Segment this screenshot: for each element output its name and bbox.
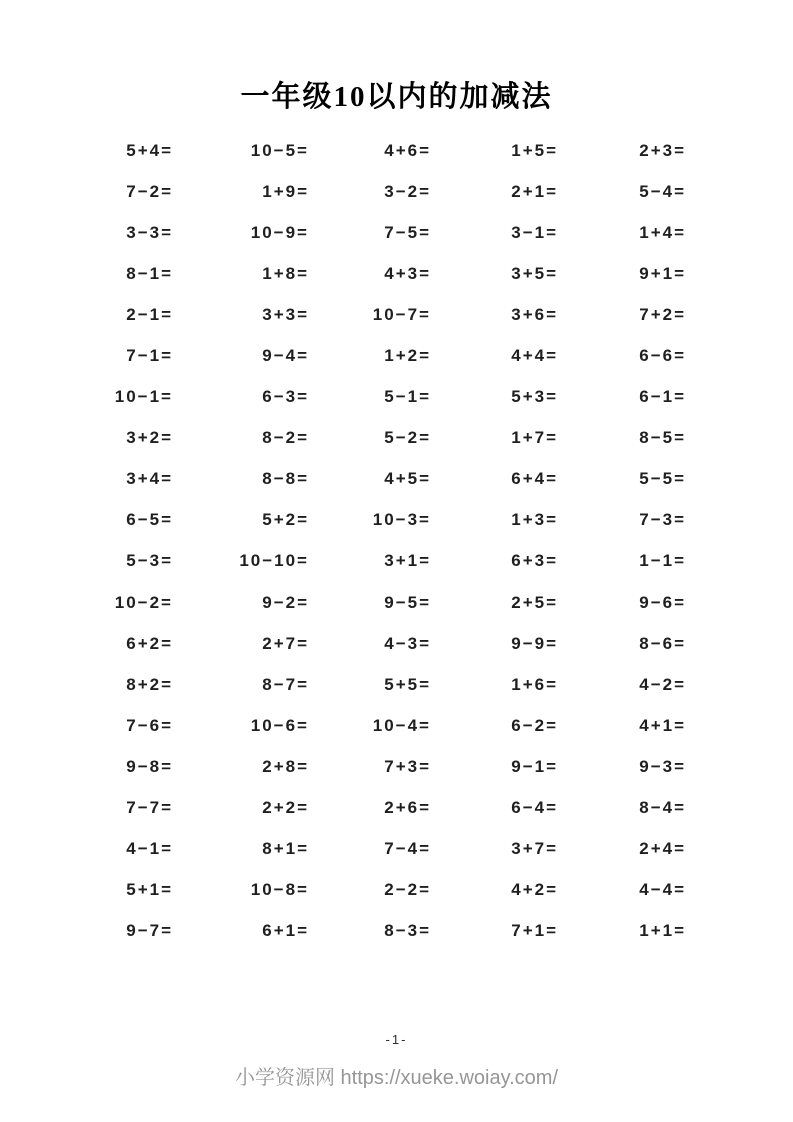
math-problem: 9−3= [639,756,686,776]
page-number: -1- [385,1032,408,1047]
math-problem: 1+9= [262,181,309,201]
math-problem: 5+3= [511,387,558,407]
math-problem: 2+3= [639,140,686,160]
math-problem: 7+1= [511,921,558,941]
math-problem: 8−7= [262,674,309,694]
math-problem: 2+2= [262,798,309,818]
math-problem: 10−2= [114,592,173,612]
math-problem: 7−6= [126,715,173,735]
math-problem: 4+4= [511,346,558,366]
math-problem: 8+1= [262,839,309,859]
math-problem: 10−9= [250,222,309,242]
math-problem: 3+7= [511,839,558,859]
math-problem: 1+4= [639,222,686,242]
math-problem: 6−4= [511,798,558,818]
math-problem: 8−2= [262,428,309,448]
math-problem: 5+1= [126,880,173,900]
math-problem: 2+1= [511,181,558,201]
math-problem: 4−3= [384,633,431,653]
math-problem: 10−3= [372,510,431,530]
math-problem: 2+4= [639,839,686,859]
math-problem: 9−2= [262,592,309,612]
footer-credit: 小学资源网 https://xueke.woiay.com/ [234,1067,559,1089]
math-problem: 6+2= [126,633,173,653]
math-problem: 4+2= [511,880,558,900]
math-problem: 6+1= [262,921,309,941]
math-problem: 5+2= [262,510,309,530]
math-problem: 4+1= [639,715,686,735]
math-problem: 5−3= [126,551,173,571]
math-problem: 9−7= [126,921,173,941]
math-problem: 6+3= [511,551,558,571]
math-problem: 8−5= [639,428,686,448]
math-problem: 5−1= [384,387,431,407]
math-problem: 10−5= [250,140,309,160]
math-problem: 3+3= [262,304,309,324]
math-problem: 3+1= [384,551,431,571]
page-title: 一年级10以内的加减法 [240,81,553,113]
math-problem: 7−2= [126,181,173,201]
math-problem: 4−1= [126,839,173,859]
math-problem: 3−3= [126,222,173,242]
math-problem: 4−4= [639,880,686,900]
math-problem: 1+7= [511,428,558,448]
math-problem: 4+6= [384,140,431,160]
math-problem: 1+3= [511,510,558,530]
math-problem: 1−1= [639,551,686,571]
math-problem: 1+2= [384,346,431,366]
math-problem: 10−7= [372,304,431,324]
math-problem: 4+5= [384,469,431,489]
math-problem: 9−5= [384,592,431,612]
math-problem: 10−4= [372,715,431,735]
math-problem: 3−2= [384,181,431,201]
math-problem: 2−1= [126,304,173,324]
math-problem: 5−4= [639,181,686,201]
math-problem: 5−5= [639,469,686,489]
math-problem: 5+4= [126,140,173,160]
math-problem: 10−6= [250,715,309,735]
math-problem: 1+8= [262,263,309,283]
math-problem: 6−2= [511,715,558,735]
math-problem: 3+5= [511,263,558,283]
math-problem: 7−1= [126,346,173,366]
math-problem: 1+5= [511,140,558,160]
math-problem: 2−2= [384,880,431,900]
math-problem: 2+8= [262,756,309,776]
math-problem: 6−1= [639,387,686,407]
problems-grid [95,130,686,952]
math-problem: 5+5= [384,674,431,694]
math-problem: 3+2= [126,428,173,448]
math-problem: 4+3= [384,263,431,283]
math-problem: 7+2= [639,304,686,324]
math-problem: 3−1= [511,222,558,242]
math-problem: 4−2= [639,674,686,694]
math-problem: 10−8= [250,880,309,900]
math-problem: 9−6= [639,592,686,612]
math-problem: 2+6= [384,798,431,818]
math-problem: 5−2= [384,428,431,448]
math-problem: 8−1= [126,263,173,283]
math-problem: 6+4= [511,469,558,489]
math-problem: 1+6= [511,674,558,694]
math-problem: 9+1= [639,263,686,283]
math-problem: 8−4= [639,798,686,818]
math-problem: 8−8= [262,469,309,489]
math-problem: 9−1= [511,756,558,776]
math-problem: 8+2= [126,674,173,694]
math-problem: 7−5= [384,222,431,242]
math-problem: 7+3= [384,756,431,776]
math-problem: 6−6= [639,346,686,366]
math-problem: 9−8= [126,756,173,776]
math-problem: 10−1= [114,387,173,407]
math-problem: 1+1= [639,921,686,941]
math-problem: 6−5= [126,510,173,530]
math-problem: 10−10= [239,551,309,571]
math-problem: 6−3= [262,387,309,407]
math-problem: 8−6= [639,633,686,653]
math-problem: 7−4= [384,839,431,859]
math-problem: 7−3= [639,510,686,530]
math-problem: 3+6= [511,304,558,324]
math-problem: 9−9= [511,633,558,653]
math-problem: 2+7= [262,633,309,653]
math-problem: 7−7= [126,798,173,818]
math-problem: 2+5= [511,592,558,612]
math-problem: 9−4= [262,346,309,366]
math-problem: 8−3= [384,921,431,941]
math-problem: 3+4= [126,469,173,489]
